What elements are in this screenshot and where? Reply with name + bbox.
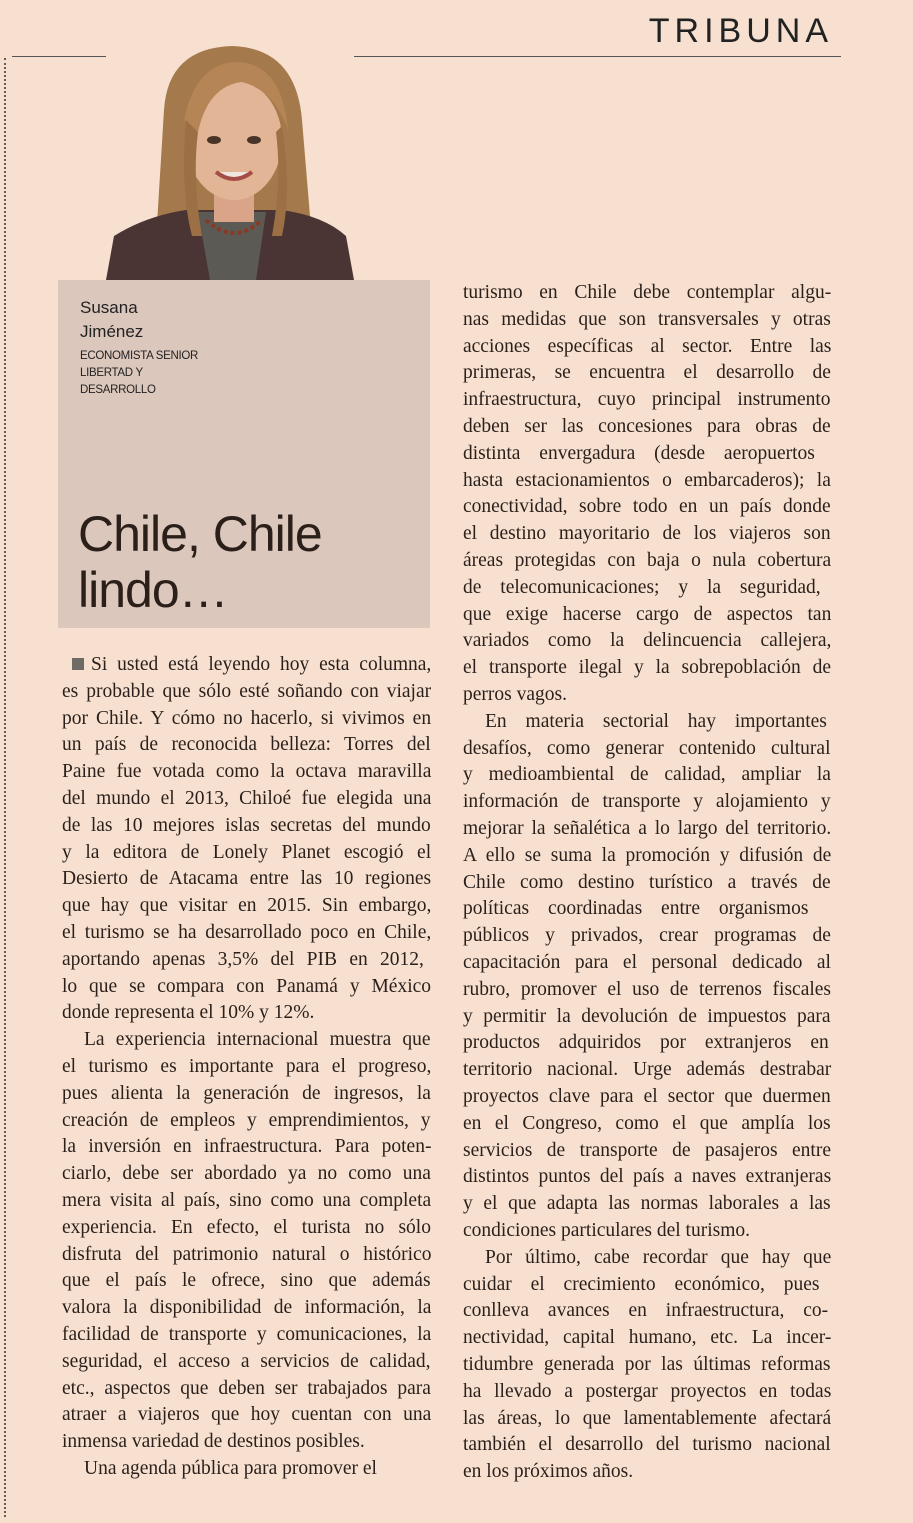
article-line — [463, 469, 831, 493]
article-line-text: cuidar el crecimiento económico, pues — [463, 1273, 820, 1295]
article-line — [463, 951, 831, 975]
article-line-text: un país de reconocida belleza: Torres del — [62, 734, 431, 756]
article-line-text: es probable que sólo esté soñando con viajar — [62, 680, 432, 702]
article-line-text: mejorar la señalética a lo largo del territorio. — [463, 818, 832, 839]
article-line — [463, 790, 831, 814]
author-role-line: LIBERTAD Y — [80, 367, 143, 379]
article-line-text: En materia sectorial hay importantes — [485, 710, 827, 732]
article-line — [62, 787, 431, 811]
article-line-text: públicos y privados, crear programas de — [463, 925, 831, 947]
section-label: TRIBUNA — [648, 12, 833, 50]
article-line — [463, 924, 831, 948]
article-line-text: atraer a viajeros que hoy cuentan con una — [62, 1404, 432, 1426]
article-line-text: creación de empleos y emprendimientos, y — [62, 1109, 431, 1131]
article-line-text: experiencia. En efecto, el turista no sólo — [62, 1216, 431, 1238]
article-line — [463, 549, 831, 573]
article-line — [463, 1407, 831, 1431]
article-line — [485, 1246, 831, 1270]
article-line-text: también el desarrollo del turismo nacional — [463, 1434, 831, 1456]
article-line — [62, 867, 431, 891]
article-line-text: condiciones particulares del turismo. — [463, 1220, 750, 1241]
article-line — [62, 1430, 365, 1454]
author-role-line: ECONOMISTA SENIOR — [80, 350, 199, 362]
article-line — [62, 733, 431, 757]
article-line — [463, 1460, 633, 1484]
article-line — [463, 656, 831, 680]
article-line — [62, 1109, 431, 1133]
article-line — [463, 1299, 828, 1323]
article-line — [463, 1058, 831, 1082]
article-line-text: Chile como destino turístico a través de — [463, 871, 831, 893]
article-line — [62, 680, 431, 704]
article-line-text: capacitación para el personal dedicado al — [463, 952, 831, 973]
article-line — [463, 683, 567, 707]
article-line-text: Por último, cabe recordar que hay que — [485, 1246, 832, 1268]
article-line-text: el transporte ilegal y la sobrepoblación de — [463, 657, 831, 679]
article-line-text: aportando apenas 3,5% del PIB en 2012, — [62, 948, 424, 970]
article-line — [463, 817, 831, 841]
article-line-text: La experiencia internacional muestra que — [84, 1029, 431, 1051]
article-line — [463, 871, 831, 895]
article-line-text: conectividad, sobre todo en un país donde — [463, 496, 831, 518]
article-line-text: etc., aspectos que deben ser trabajados para — [62, 1377, 431, 1399]
article-line-text: nectividad, capital humano, etc. La incer- — [463, 1327, 832, 1349]
article-line-text: de las 10 mejores islas secretas del mundo — [62, 814, 431, 836]
paragraph-bullet-icon — [72, 658, 84, 670]
article-line-text: información de transporte y alojamiento y — [463, 791, 831, 813]
article-line-text: distinta envergadura (desde aeropuertos — [463, 442, 815, 464]
article-line-text: proyectos clave para el sector que duermen — [463, 1086, 831, 1107]
article-line — [84, 1457, 377, 1481]
author-role-line: DESARROLLO — [80, 384, 156, 396]
article-line-text: Una agenda pública para promover el — [84, 1458, 377, 1479]
article-line-text: en el Congreso, como el que amplía los — [463, 1112, 831, 1134]
article-line-text: rubro, promover el uso de terrenos fiscales — [463, 978, 832, 1000]
article-line — [62, 1269, 431, 1293]
article-line — [463, 335, 831, 359]
article-line-text: áreas protegidas con baja o nula cobertura — [463, 550, 832, 571]
article-line-text: hasta estacionamientos o embarcaderos); la — [463, 469, 831, 491]
article-line — [463, 388, 831, 412]
article-line — [463, 1326, 831, 1350]
article-line — [463, 1165, 831, 1189]
article-line-text: servicios de transporte de pasajeros entre — [463, 1139, 831, 1161]
article-line-text: el turismo se ha desarrollado poco en Chile, — [62, 922, 432, 943]
headline-line: lindo… — [78, 562, 228, 618]
article-line-text: que el país le ofrece, sino que además — [62, 1270, 431, 1292]
author-last-name: Jiménez — [80, 322, 144, 341]
article-line — [62, 1162, 431, 1186]
article-line-text: conlleva avances en infraestructura, co- — [463, 1300, 829, 1322]
article-line — [463, 1139, 831, 1163]
article-line — [62, 1055, 431, 1079]
article-line — [463, 1031, 829, 1055]
article-line-text: el destino mayoritario de los viajeros son — [463, 523, 831, 545]
article-line — [463, 576, 821, 600]
article-line — [62, 921, 431, 945]
article-line-text: productos adquiridos por extranjeros en — [463, 1032, 829, 1054]
article-line-text: del mundo el 2013, Chiloé fue elegida una — [62, 788, 432, 809]
article-line-text: las áreas, lo que lamentablemente afectará — [463, 1407, 832, 1429]
article-line-text: y la editora de Lonely Planet escogió el — [62, 841, 432, 863]
headline-line: Chile, Chile — [78, 506, 322, 562]
article-line-text: disfruta del patrimonio natural o histórico — [62, 1243, 432, 1265]
article-line-text: pues alienta la generación de ingresos, la — [62, 1082, 431, 1104]
article-line-text: turismo en Chile debe contemplar algu- — [463, 282, 832, 303]
article-line — [62, 760, 431, 784]
article-line-text: valora la disponibilidad de información, la — [62, 1297, 432, 1319]
article-line-text: de telecomunicaciones; y la seguridad, — [463, 576, 821, 598]
article-line — [62, 1403, 431, 1427]
article-line-text: ciarlo, debe ser abordado ya no como una — [62, 1163, 431, 1185]
article-line-text: y medioambiental de calidad, ampliar la — [463, 764, 831, 786]
article-line-text: acciones específicas al sector. Entre las — [463, 335, 832, 357]
article-line — [463, 737, 831, 761]
article-line — [72, 653, 431, 677]
article-line-text: el turismo es importante para el progreso, — [62, 1056, 432, 1077]
dotted-margin-rule — [4, 58, 6, 1517]
article-line — [84, 1028, 431, 1052]
author-portrait — [106, 40, 354, 280]
article-line — [62, 1350, 431, 1374]
article-line — [463, 1273, 820, 1297]
article-line — [463, 415, 831, 439]
article-line-text: A ello se suma la promoción y difusión de — [463, 844, 832, 866]
article-line-text: ha llevado a postergar proyectos en todas — [463, 1380, 832, 1402]
article-line — [62, 1377, 431, 1401]
article-line — [463, 1219, 750, 1243]
article-line — [62, 814, 431, 838]
article-line-text: políticas coordinadas entre organismos — [463, 898, 809, 920]
article-line-text: por Chile. Y cómo no hacerlo, si vivimos en — [62, 707, 432, 729]
article-line-text: distintos puntos del país a naves extranjeras — [463, 1166, 832, 1188]
article-line — [62, 1135, 431, 1159]
article-line — [463, 1112, 831, 1136]
author-portrait-illustration — [106, 40, 354, 280]
article-line — [463, 763, 831, 787]
article-line-text: nas medidas que son transversales y otras — [463, 308, 831, 330]
article-line — [463, 897, 808, 921]
article-line-text: mera visita al país, sino como una completa — [62, 1190, 432, 1211]
article-line — [463, 978, 831, 1002]
article-line — [62, 1296, 431, 1320]
article-line — [485, 710, 827, 734]
author-first-name: Susana — [80, 298, 138, 317]
article-line — [463, 495, 831, 519]
article-line — [463, 1380, 831, 1404]
article-line — [463, 1085, 831, 1109]
article-line-text: en los próximos años. — [463, 1461, 634, 1483]
article-line-text: lo que se compara con Panamá y México — [62, 975, 432, 997]
article-line — [463, 361, 831, 385]
article-line — [62, 707, 431, 731]
article-line-text: variados como la delincuencia callejera, — [463, 630, 832, 652]
article-line-text: Desierto de Atacama entre las 10 regiones — [62, 868, 432, 890]
article-line — [62, 1216, 431, 1240]
article-line-text: y el que adapta las normas laborales a las — [463, 1193, 831, 1215]
article-line — [463, 1005, 831, 1029]
article-line-text: inmensa variedad de destinos posibles. — [62, 1431, 365, 1453]
article-line-text: que exige hacerse cargo de aspectos tan — [463, 603, 832, 625]
article-line — [62, 1323, 431, 1347]
article-line — [62, 894, 431, 918]
article-line-text: infraestructura, cuyo principal instrumento — [463, 389, 831, 411]
article-line-text: territorio nacional. Urge además destrabar — [463, 1059, 832, 1081]
article-line-text: tidumbre generada por las últimas reformas — [463, 1354, 831, 1375]
article-line — [62, 1243, 431, 1267]
article-line-text: Si usted está leyendo hoy esta columna, — [91, 654, 432, 675]
article-line-text: que hay que visitar en 2015. Sin embargo, — [62, 895, 432, 917]
article-line — [463, 442, 815, 466]
article-line-text: Paine fue votada como la octava maravilla — [62, 761, 432, 783]
article-line-text: deben ser las concesiones para obras de — [463, 416, 831, 437]
article-line-text: y permitir la devolución de impuestos para — [463, 1005, 831, 1027]
article-line — [463, 844, 831, 868]
article-line-text: perros vagos. — [463, 684, 567, 705]
article-line — [62, 841, 431, 865]
article-line-text: la inversión en infraestructura. Para poten- — [62, 1136, 432, 1158]
article-line — [62, 948, 424, 972]
article-line — [463, 1192, 831, 1216]
article-line-text: facilidad de transporte y comunicaciones, la — [62, 1324, 432, 1345]
article-line — [463, 1353, 831, 1377]
article-line — [463, 308, 831, 332]
article-line — [463, 281, 831, 305]
article-line — [463, 1433, 831, 1457]
article-line — [62, 1082, 431, 1106]
article-line-text: donde representa el 10% y 12%. — [62, 1002, 315, 1024]
article-line — [463, 522, 831, 546]
article-line — [463, 629, 831, 653]
article-line — [62, 1001, 314, 1025]
article-line-text: desafíos, como generar contenido cultural — [463, 737, 831, 759]
article-line — [62, 1189, 431, 1213]
article-line-text: primeras, se encuentra el desarrollo de — [463, 362, 831, 384]
article-line — [62, 975, 431, 999]
article-line-text: seguridad, el acceso a servicios de calidad, — [62, 1350, 431, 1372]
article-line — [463, 603, 831, 627]
